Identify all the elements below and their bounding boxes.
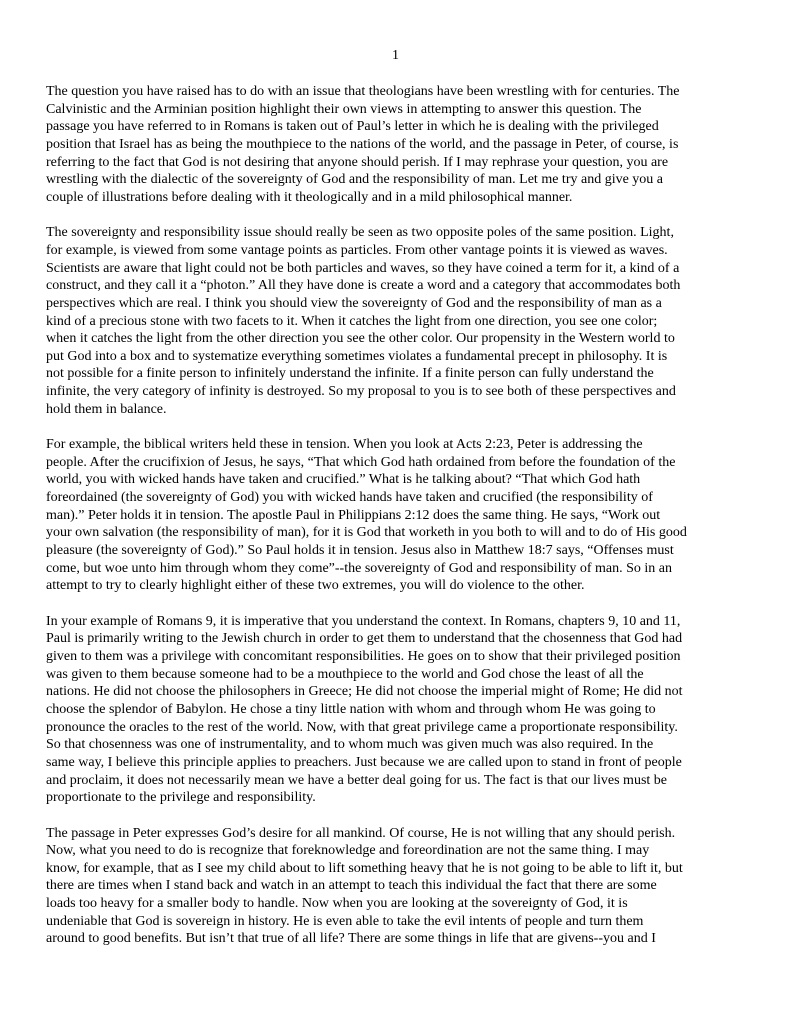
text-line: attempt to try to clearly highlight either of these two extremes, you will do violence to the other. — [46, 578, 585, 594]
text-line: your own salvation (the responsibility of man), for it is God that worketh in you both to will and to do of His good — [46, 525, 687, 541]
text-line: infinite, the very category of infinity is destroyed. So my proposal to you is to see both of these perspectives and — [46, 384, 676, 400]
text-line: put God into a box and to systematize everything sometimes violates a fundamental precept in philosophy. It is — [46, 348, 668, 364]
text-line: around to good benefits. But isn’t that true of all life? There are some things in life that are givens--you and I — [46, 931, 656, 947]
text-line: hold them in balance. — [46, 401, 167, 417]
text-line: know, for example, that as I see my child about to lift something heavy that he is not going to be able to lift it, but — [46, 860, 683, 876]
text-line: come, but woe unto him through whom they come”--the sovereignty of God and responsibility of man. So in an — [46, 560, 672, 576]
text-line: So that chosenness was one of instrumentality, and to whom much was given much was also required. In the — [46, 737, 654, 753]
text-line: there are times when I stand back and watch in an attempt to teach this individual the fact that there are some — [46, 878, 657, 894]
text-line: perspectives which are real. I think you should view the sovereignty of God and the responsibility of man as a — [46, 295, 662, 311]
text-line: In your example of Romans 9, it is imperative that you understand the context. In Romans, chapters 9, 10 and 11, — [46, 613, 681, 629]
paragraph — [46, 83, 746, 207]
text-line: foreordained (the sovereignty of God) you with wicked hands have taken and crucified (the responsibility of — [46, 490, 653, 506]
text-line: man).” Peter holds it in tension. The apostle Paul in Philippians 2:12 does the same thing. He says, “Work out — [46, 507, 661, 523]
text-line: loads too heavy for a smaller body to handle. Now when you are looking at the sovereignty of God, it is — [46, 896, 628, 912]
text-line: choose the splendor of Babylon. He chose a tiny little nation with whom and through whom He was going to — [46, 701, 656, 717]
paragraph — [46, 436, 746, 595]
paragraph — [46, 224, 746, 418]
text-line: same way, I believe this principle applies to preachers. Just because we are called upon to stand in front of people — [46, 754, 682, 770]
text-line: proportionate to the privilege and responsibility. — [46, 790, 316, 806]
text-line: The question you have raised has to do with an issue that theologians have been wrestling with for centuries. The — [46, 84, 680, 99]
page-number: 1 — [392, 48, 399, 63]
document-body — [46, 83, 746, 966]
text-line: world, you with wicked hands have taken and crucified.” What is he talking about? “That which God hath — [46, 472, 641, 488]
text-line: Paul is primarily writing to the Jewish church in order to get them to understand that the chosenness that God had — [46, 631, 683, 647]
text-line: people. After the crucifixion of Jesus, he says, “That which God hath ordained from before the foundation of the — [46, 454, 676, 470]
text-line: Calvinistic and the Arminian position highlight their own views in attempting to answer this question. The — [46, 101, 642, 117]
text-line: pleasure (the sovereignty of God).” So Paul holds it in tension. Jesus also in Matthew 18:7 says, “Offenses must — [46, 543, 674, 559]
text-line: for example, is viewed from some vantage points as particles. From other vantage points it is viewed as waves. — [46, 242, 668, 258]
text-line: couple of illustrations before dealing with it theologically and in a mild philosophical manner. — [46, 189, 573, 205]
text-line: nations. He did not choose the philosophers in Greece; He did not choose the imperial might of Rome; He did not — [46, 684, 683, 700]
text-line: Now, what you need to do is recognize that foreknowledge and foreordination are not the same thing. I may — [46, 843, 650, 859]
text-line: referring to the fact that God is not desiring that anyone should perish. If I may rephrase your question, you are — [46, 154, 669, 170]
text-line: position that Israel has as being the mouthpiece to the nations of the world, and the passage in Peter, of course, is — [46, 136, 679, 152]
text-line: The passage in Peter expresses God’s desire for all mankind. Of course, He is not willing that any should perish. — [46, 825, 676, 841]
text-line: when it catches the light from the other direction you see the other color. Our propensity in the Western world to — [46, 331, 675, 347]
paragraph — [46, 825, 746, 949]
text-line: and proclaim, it does not necessarily mean we have a better deal going for us. The fact is that our lives must be — [46, 772, 667, 788]
text-line: undeniable that God is sovereign in history. He is even able to take the evil intents of people and turn them — [46, 913, 644, 929]
text-line: wrestling with the dialectic of the sovereignty of God and the responsibility of man. Let me try and give you a — [46, 172, 664, 188]
text-line: kind of a precious stone with two facets to it. When it catches the light from one direction, you see one color; — [46, 313, 658, 329]
text-line: was given to them because someone had to be a mouthpiece to the world and God chose the least of all the — [46, 666, 644, 682]
text-line: The sovereignty and responsibility issue should really be seen as two opposite poles of the same position. Light, — [46, 225, 674, 241]
text-line: given to them was a privilege with concomitant responsibilities. He goes on to show that their privileged position — [46, 648, 681, 664]
text-line: For example, the biblical writers held these in tension. When you look at Acts 2:23, Peter is addressing the — [46, 437, 643, 453]
text-line: pronounce the oracles to the rest of the world. Now, with that great privilege came a proportionate responsibility. — [46, 719, 678, 735]
text-line: not possible for a finite person to infinitely understand the infinite. If a finite person can fully understand the — [46, 366, 654, 382]
text-line: passage you have referred to in Romans is taken out of Paul’s letter in which he is dealing with the privileged — [46, 119, 659, 135]
text-line: Scientists are aware that light could not be both particles and waves, so they have coined a term for it, a kind of a — [46, 260, 680, 276]
text-line: construct, and they call it a “photon.” All they have done is create a word and a category that accommodates both — [46, 278, 681, 294]
paragraph — [46, 613, 746, 807]
